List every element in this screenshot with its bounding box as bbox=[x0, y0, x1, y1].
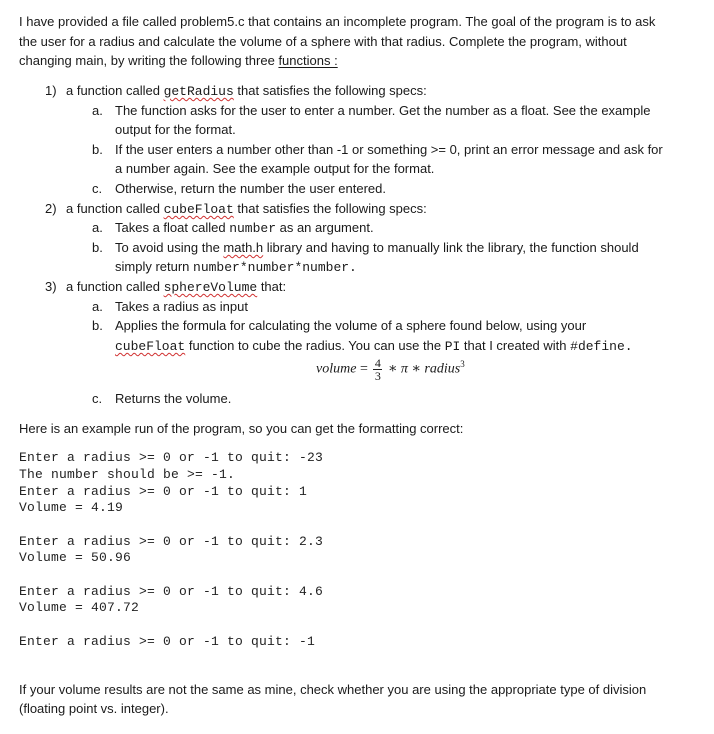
example-line: Enter a radius >= 0 or -1 to quit: 1 bbox=[19, 484, 308, 499]
formula-rest: ∗ π ∗ radius bbox=[387, 361, 461, 377]
example-intro: Here is an example run of the program, so you can get the formatting correct: bbox=[19, 421, 464, 436]
item-3b-line-2 bbox=[115, 338, 633, 354]
item-2-number: 2) bbox=[45, 201, 57, 216]
item-1c-line-1: Otherwise, return the number the user entered. bbox=[115, 181, 386, 196]
item-2a-pre: Takes a float called bbox=[115, 220, 230, 235]
intro-line-3-text: changing main, by writing the following three bbox=[19, 53, 279, 68]
item-3c-marker: c. bbox=[92, 391, 103, 406]
example-line: Enter a radius >= 0 or -1 to quit: 4.6 bbox=[19, 584, 324, 599]
cubefloat-ref-code: cubeFloat bbox=[115, 339, 186, 354]
item-2b-l2-pre: simply return bbox=[115, 259, 194, 274]
spherevolume-code: sphereVolume bbox=[163, 280, 258, 295]
number-code: number bbox=[229, 221, 276, 236]
item-2b-line-2 bbox=[115, 259, 357, 275]
example-line: Enter a radius >= 0 or -1 to quit: -23 bbox=[19, 450, 324, 465]
formula-exponent: 3 bbox=[460, 359, 465, 370]
formula-lhs: volume bbox=[316, 361, 357, 377]
intro-line-3 bbox=[19, 53, 338, 68]
item-2a-marker: a. bbox=[92, 220, 103, 235]
item-3-number: 3) bbox=[45, 279, 57, 294]
intro-line-1: I have provided a file called problem5.c that contains an incomplete program. The goal of the program is to ask bbox=[19, 14, 656, 29]
item-1-number: 1) bbox=[45, 83, 57, 98]
closing-line-2: (floating point vs. integer). bbox=[19, 701, 169, 716]
item-1a-marker: a. bbox=[92, 103, 103, 118]
closing-line-1: If your volume results are not the same as mine, check whether you are using the appropriate type of division bbox=[19, 682, 647, 697]
item-1b-line-1: If the user enters a number other than -1 or something >= 0, print an error message and ask for bbox=[115, 142, 663, 157]
example-line: Volume = 4.19 bbox=[19, 500, 124, 515]
example-line: Enter a radius >= 0 or -1 to quit: -1 bbox=[19, 634, 316, 649]
item-3a-line-1: Takes a radius as input bbox=[115, 299, 248, 314]
define-code: #define. bbox=[570, 339, 633, 354]
formula-equals: = bbox=[359, 361, 368, 377]
example-line: Enter a radius >= 0 or -1 to quit: 2.3 bbox=[19, 534, 324, 549]
item-2-post: that satisfies the following specs: bbox=[233, 201, 427, 216]
item-2b-post: library and having to manually link the library, the function should bbox=[263, 240, 639, 255]
item-2b-pre: To avoid using the bbox=[115, 240, 224, 255]
item-1-post: that satisfies the following specs: bbox=[233, 83, 427, 98]
item-2a-post: as an argument. bbox=[276, 220, 374, 235]
item-3a-marker: a. bbox=[92, 299, 103, 314]
item-3-heading bbox=[66, 279, 286, 295]
item-1a-line-1: The function asks for the user to enter a number. Get the number as a float. See the example bbox=[115, 103, 651, 118]
item-3b-marker: b. bbox=[92, 318, 103, 333]
example-line: Volume = 50.96 bbox=[19, 550, 132, 565]
item-3c-line-1: Returns the volume. bbox=[115, 391, 232, 406]
item-2b-line-1 bbox=[115, 240, 639, 255]
item-3b-line-1: Applies the formula for calculating the volume of a sphere found below, using your bbox=[115, 318, 587, 333]
item-1-pre: a function called bbox=[66, 83, 164, 98]
example-line: The number should be >= -1. bbox=[19, 467, 236, 482]
item-3b-l2-mid2: that I created with bbox=[460, 338, 571, 353]
item-1c-marker: c. bbox=[92, 181, 103, 196]
item-1a-line-2: output for the format. bbox=[115, 122, 236, 137]
item-2b-marker: b. bbox=[92, 240, 103, 255]
item-3-pre: a function called bbox=[66, 279, 164, 294]
item-2a-line-1 bbox=[115, 220, 374, 236]
item-1-heading bbox=[66, 83, 427, 99]
cubefloat-code: cubeFloat bbox=[163, 202, 234, 217]
cube-expression-code: number*number*number. bbox=[193, 260, 357, 275]
item-3-post: that: bbox=[257, 279, 287, 294]
formula-numerator: 4 bbox=[374, 356, 381, 370]
formula-fraction bbox=[373, 357, 382, 382]
getradius-code: getRadius bbox=[163, 84, 234, 99]
mathh-text: math.h bbox=[223, 240, 264, 255]
item-2-pre: a function called bbox=[66, 201, 164, 216]
volume-formula bbox=[316, 357, 465, 382]
intro-line-2: the user for a radius and calculate the volume of a sphere with that radius. Complete the program, without bbox=[19, 34, 627, 49]
functions-link: functions : bbox=[278, 53, 338, 68]
item-2-heading bbox=[66, 201, 427, 217]
item-3b-l2-mid: function to cube the radius. You can use the bbox=[185, 338, 445, 353]
formula-denominator: 3 bbox=[374, 369, 381, 383]
item-1b-marker: b. bbox=[92, 142, 103, 157]
example-line: Volume = 407.72 bbox=[19, 600, 140, 615]
pi-code: PI bbox=[444, 339, 461, 354]
item-1b-line-2: a number again. See the example output for the format. bbox=[115, 161, 435, 176]
